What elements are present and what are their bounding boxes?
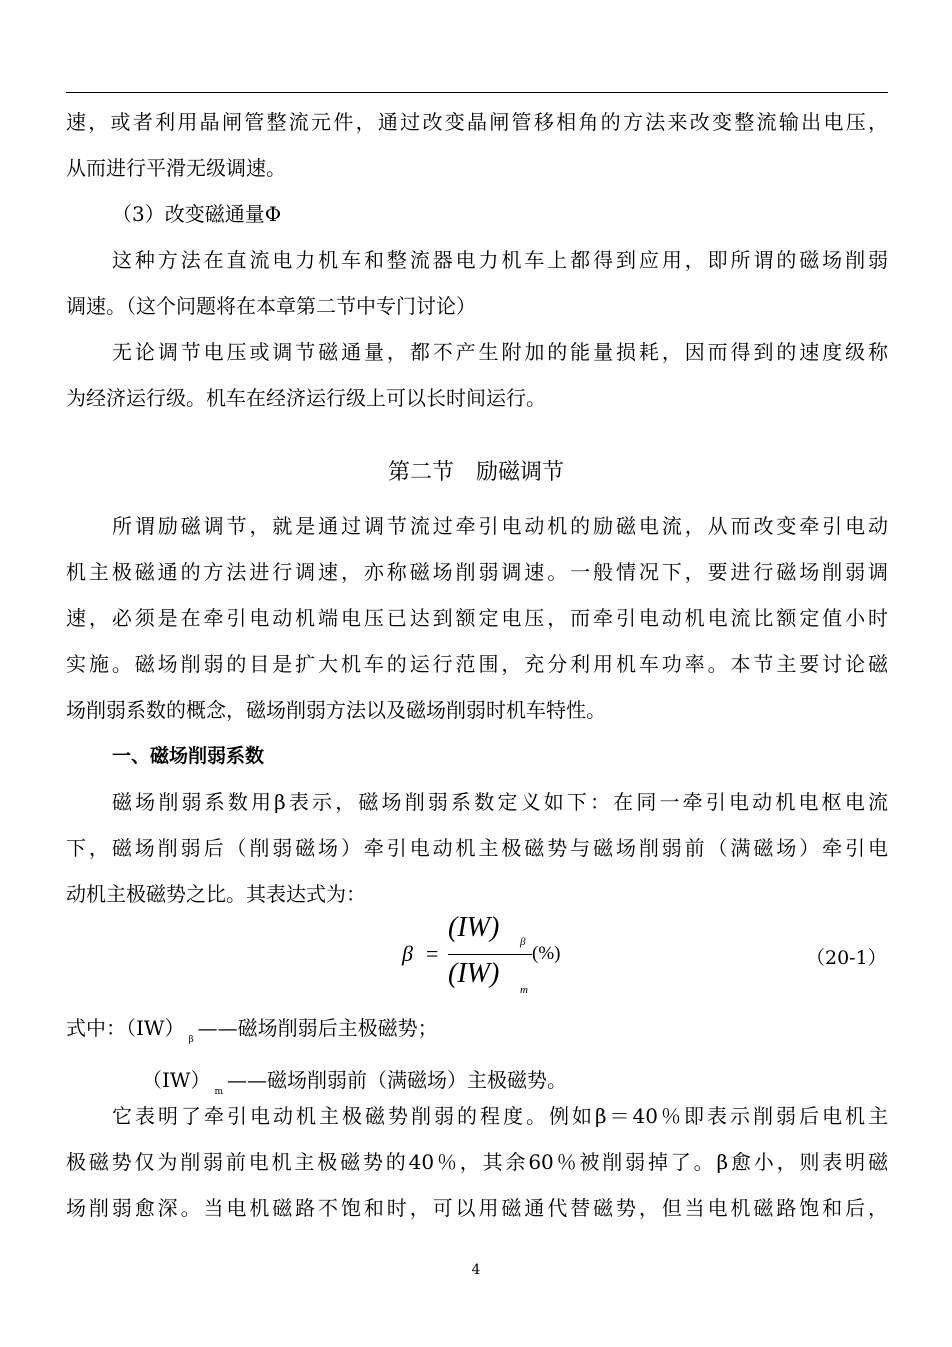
formula-denominator: (IW): [448, 958, 500, 989]
formula-equals: =: [426, 941, 439, 966]
definition-line: [66, 1016, 438, 1052]
text-line: 为经济运行级。机车在经济运行级上可以长时间运行。: [66, 386, 546, 410]
text-line: 机主极磁通的方法进行调速，亦称磁场削弱调速。一般情况下，要进行磁场削弱调: [66, 560, 888, 584]
text-line: 实施。磁场削弱的目是扩大机车的运行范围，充分利用机车功率。本节主要讨论磁: [66, 652, 888, 676]
formula-numerator: (IW): [448, 912, 500, 943]
text-line: 所谓励磁调节，就是通过调节流过牵引电动机的励磁电流，从而改变牵引电动: [112, 514, 888, 538]
text-line: 速，或者利用晶闸管整流元件，通过改变晶闸管移相角的方法来改变整流输出电压，: [66, 110, 888, 134]
fraction-bar: [448, 954, 532, 955]
text-line: 它表明了牵引电动机主极磁势削弱的程度。例如β＝40％即表示削弱后电机主: [112, 1104, 888, 1128]
definition-subscript: m: [214, 1087, 224, 1097]
definition-subscript: β: [188, 1035, 194, 1045]
list-item-heading: （3）改变磁通量Φ: [112, 202, 282, 226]
definition-text: ——磁场削弱后主极磁势；: [197, 1016, 438, 1040]
text-line: 调速。（这个问题将在本章第二节中专门讨论）: [66, 294, 476, 318]
definition-term: 式中：（IW）: [66, 1016, 185, 1040]
formula-denominator-subscript: m: [520, 984, 528, 996]
formula-percent: (%): [532, 943, 561, 964]
text-line: 动机主极磁势之比。其表达式为：: [66, 882, 366, 906]
equation-number: （20-1）: [806, 947, 887, 969]
text-line: 速，必须是在牵引电动机端电压已达到额定电压，而牵引电动机电流比额定值小时: [66, 606, 888, 630]
definition-text: ——磁场削弱前（满磁场）主极磁势。: [227, 1068, 568, 1092]
text-line: 从而进行平滑无级调速。: [66, 156, 286, 180]
formula-numerator-subscript: β: [520, 936, 526, 948]
text-line: 场削弱愈深。当电机磁路不饱和时，可以用磁通代替磁势，但当电机磁路饱和后，: [66, 1196, 888, 1220]
text-line: 磁场削弱系数用β表示，磁场削弱系数定义如下：在同一牵引电动机电枢电流: [112, 790, 888, 814]
section-heading: 第二节 励磁调节: [387, 460, 564, 485]
header-rule: [66, 92, 888, 93]
text-line: 场削弱系数的概念，磁场削弱方法以及磁场削弱时机车特性。: [66, 698, 606, 722]
subsection-heading: 一、磁场削弱系数: [112, 745, 265, 767]
definition-line: [142, 1068, 567, 1104]
formula: [402, 908, 572, 1000]
text-line: 下，磁场削弱后（削弱磁场）牵引电动机主极磁势与磁场削弱前（满磁场）牵引电: [66, 836, 888, 860]
definition-term: （IW）: [142, 1068, 211, 1092]
text-line: 无论调节电压或调节磁通量，都不产生附加的能量损耗，因而得到的速度级称: [112, 340, 888, 364]
text-line: 极磁势仅为削弱前电机主极磁势的40％，其余60％被削弱掉了。β愈小，则表明磁: [66, 1150, 888, 1174]
page-number: 4: [471, 1262, 481, 1278]
text-line: 这种方法在直流电力机车和整流器电力机车上都得到应用，即所谓的磁场削弱: [112, 248, 888, 272]
formula-beta: β: [402, 941, 413, 966]
